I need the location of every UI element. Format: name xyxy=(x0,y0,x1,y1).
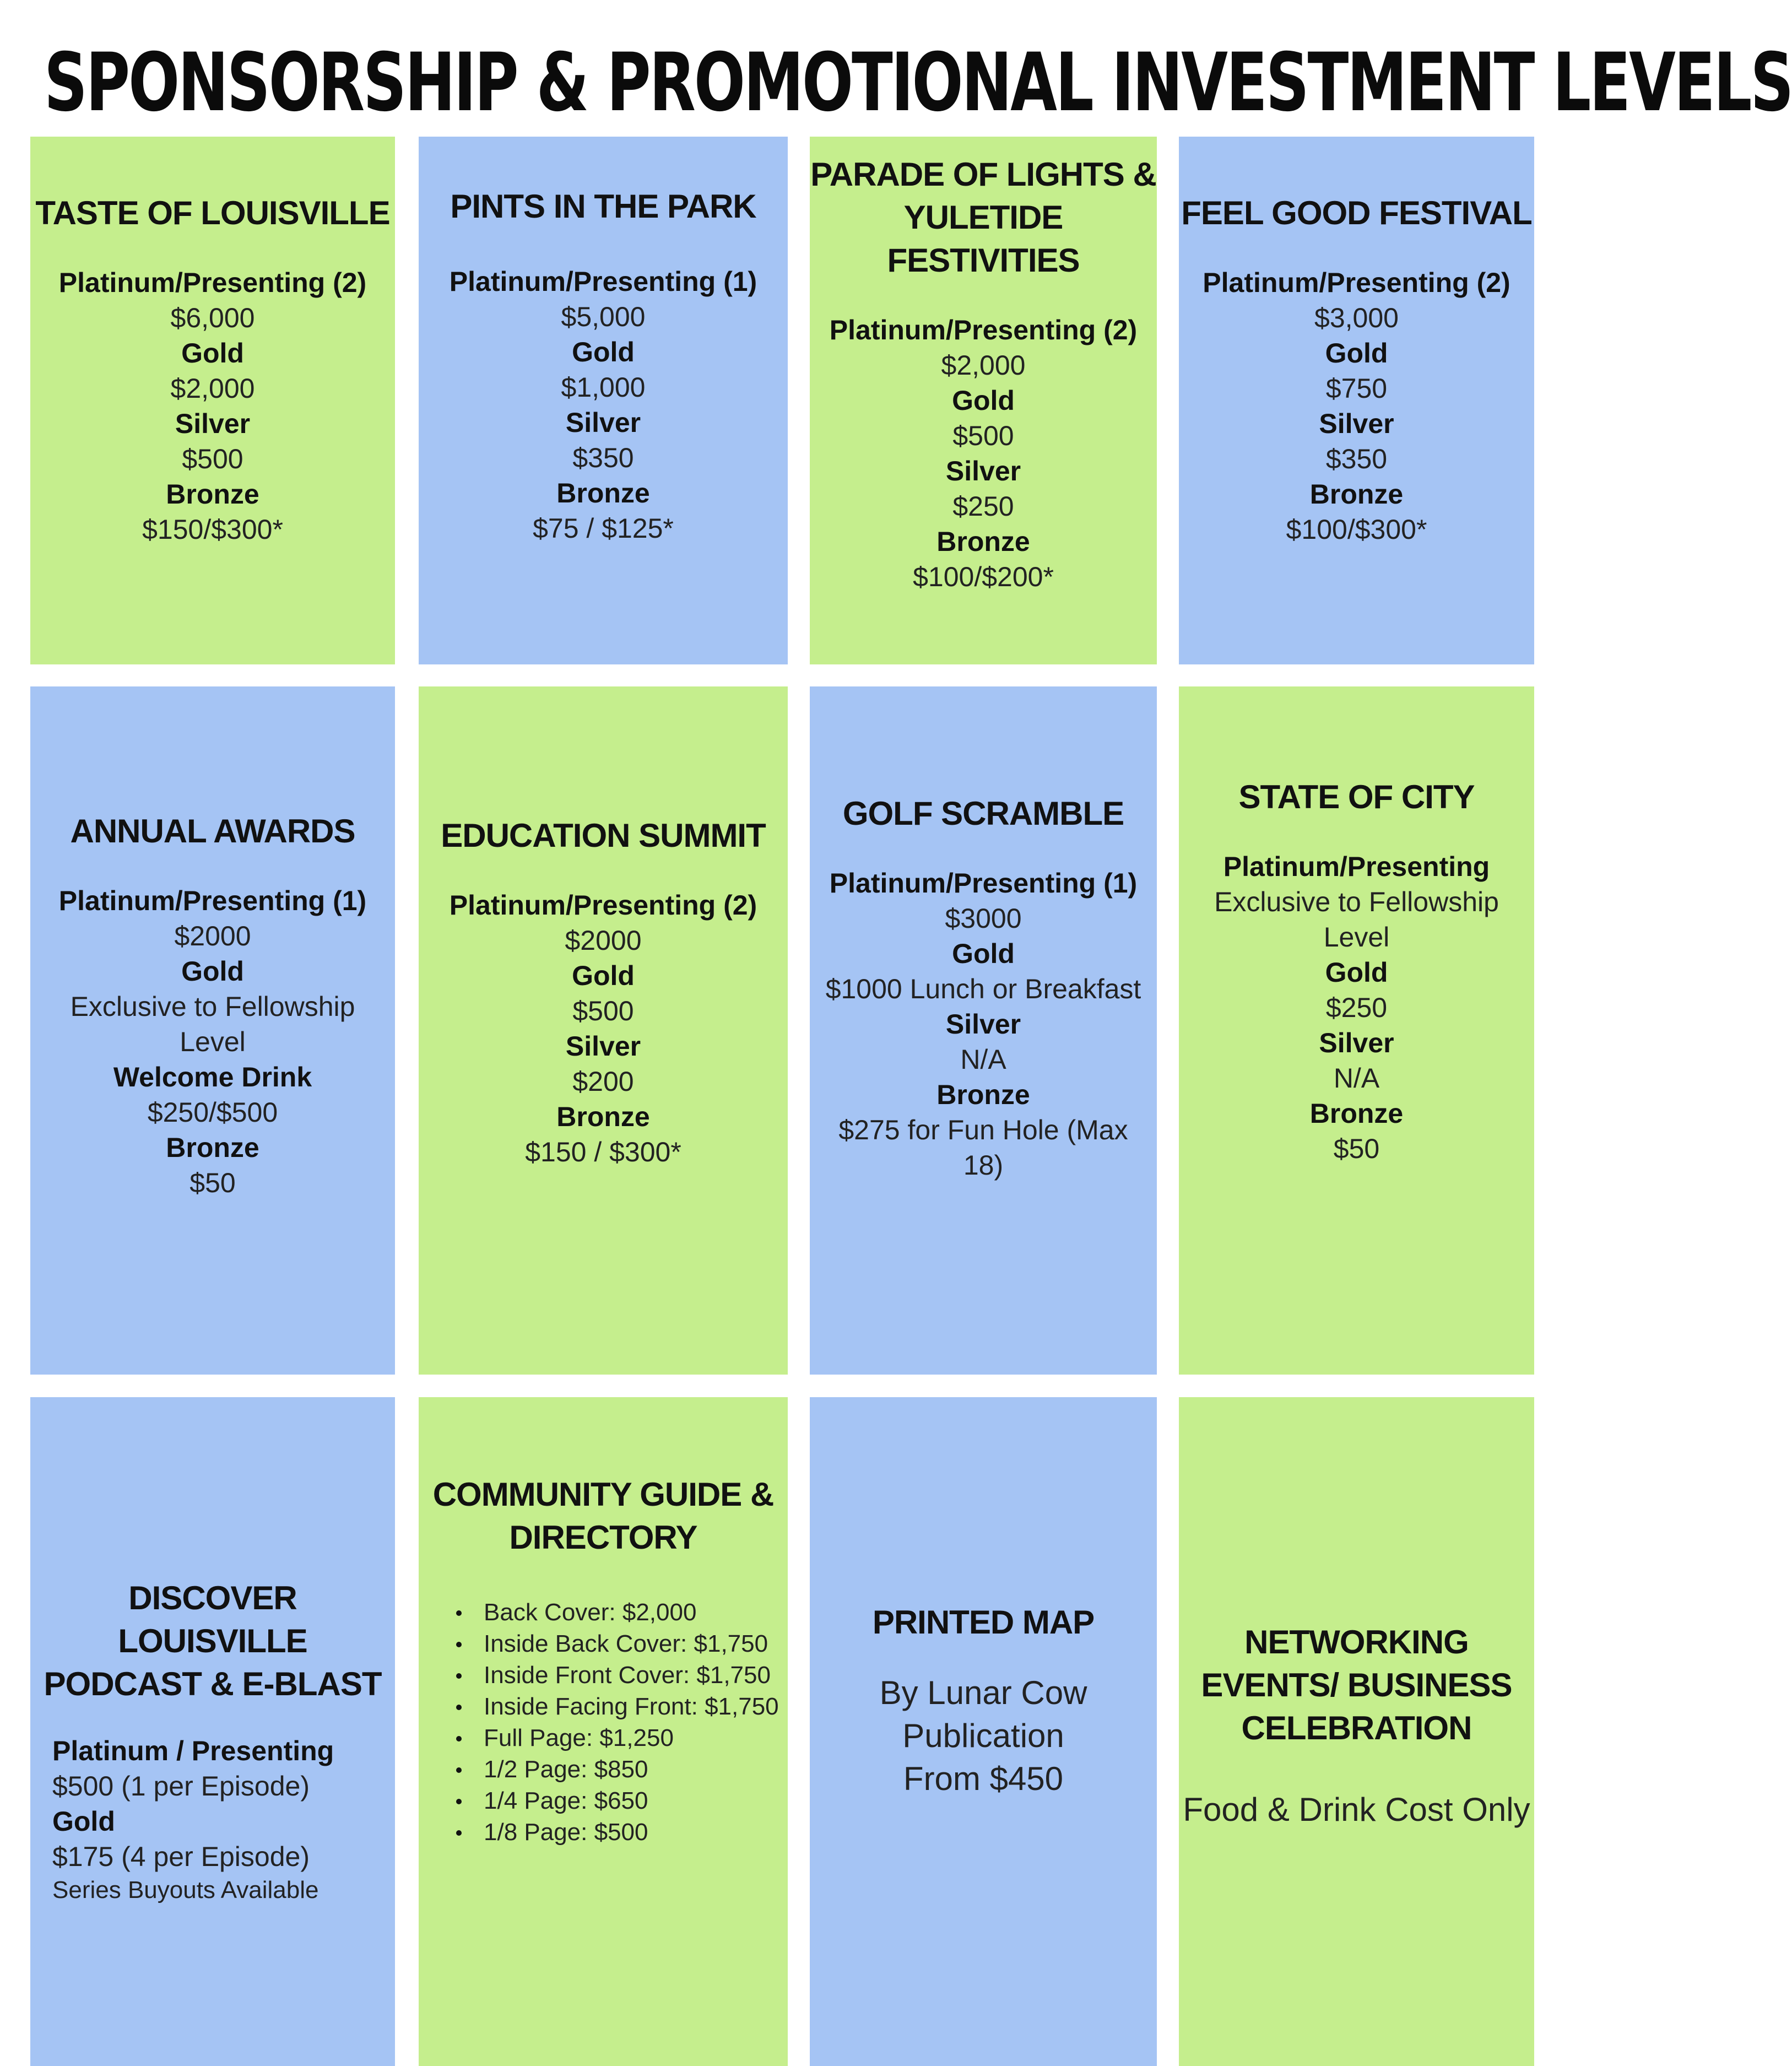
card-networking-events xyxy=(1179,1397,1534,2066)
tier-price: $500 xyxy=(572,996,634,1026)
list-item: Inside Back Cover: $1,750 xyxy=(452,1628,788,1659)
card-printed-map xyxy=(810,1397,1157,2066)
tier-price: $150 / $300* xyxy=(525,1137,681,1167)
card-community-guide xyxy=(419,1397,788,2066)
tier-label: Gold xyxy=(52,1806,115,1837)
card-title-line: NETWORKING xyxy=(1244,1624,1469,1661)
tier-price: $250/$500 xyxy=(147,1097,278,1128)
tier-price: $100/$200* xyxy=(913,561,1054,592)
tier-label: Gold xyxy=(181,338,244,369)
list-item: Inside Facing Front: $1,750 xyxy=(452,1691,788,1722)
tier-label: Bronze xyxy=(556,1101,650,1132)
tier-price: $75 / $125* xyxy=(533,513,674,544)
tier-label: Platinum/Presenting (1) xyxy=(58,885,367,916)
card-title: PINTS IN THE PARK xyxy=(450,188,756,225)
tier-label: Silver xyxy=(945,1009,1021,1040)
card-pints-in-the-park xyxy=(419,137,788,664)
tier-label: Bronze xyxy=(556,478,650,509)
tier-label: Platinum/Presenting (1) xyxy=(829,868,1138,899)
tier-price: Level xyxy=(1323,922,1390,953)
card-title-line: PODCAST & E-BLAST xyxy=(44,1665,382,1702)
tier-label: Gold xyxy=(572,960,635,991)
tier-price: 18) xyxy=(963,1150,1004,1181)
tier-label: Gold xyxy=(181,956,244,987)
card-title-line: YULETIDE xyxy=(903,199,1063,236)
tier-price: $350 xyxy=(572,442,634,473)
tier-price: Exclusive to Fellowship xyxy=(70,991,355,1022)
tier-price: $250 xyxy=(952,491,1014,522)
tier-price: $6,000 xyxy=(170,302,255,333)
tier-label: Platinum/Presenting xyxy=(1223,851,1490,882)
tier-price: $50 xyxy=(1333,1133,1380,1164)
card-title: GOLF SCRAMBLE xyxy=(842,795,1124,832)
card-title-line: DISCOVER LOUISVILLE xyxy=(118,1580,307,1659)
tier-label: Bronze xyxy=(936,1079,1030,1110)
page-title: SPONSORSHIP & PROMOTIONAL INVESTMENT LEVELS xyxy=(44,36,1792,129)
tier-label: Silver xyxy=(1319,408,1394,439)
tier-price: $100/$300* xyxy=(1286,514,1427,545)
tier-label: Bronze xyxy=(936,526,1030,557)
list-item: Inside Front Cover: $1,750 xyxy=(452,1659,788,1691)
tier-label: Bronze xyxy=(166,479,259,510)
list-item: 1/2 Page: $850 xyxy=(452,1754,788,1785)
tier-price: $150/$300* xyxy=(142,514,283,545)
tier-price: $750 xyxy=(1325,373,1388,404)
map-line: From $450 xyxy=(903,1760,1064,1797)
tier-price: $275 for Fun Hole (Max xyxy=(838,1115,1128,1145)
card-title-line: FESTIVITIES xyxy=(887,242,1080,279)
tier-label: Silver xyxy=(945,456,1021,486)
series-buyout-note: Series Buyouts Available xyxy=(52,1876,319,1903)
card-taste-of-louisville xyxy=(30,137,395,664)
tier-price: $200 xyxy=(572,1066,634,1097)
list-item: Back Cover: $2,000 xyxy=(452,1597,788,1628)
tier-price: N/A xyxy=(1333,1063,1380,1094)
tier-label: Silver xyxy=(565,407,641,438)
tier-price: $3000 xyxy=(945,903,1022,934)
tier-label: Bronze xyxy=(1309,479,1404,510)
tier-price: $50 xyxy=(190,1167,236,1198)
tier-label: Gold xyxy=(1325,338,1388,369)
tier-price: $2,000 xyxy=(941,350,1026,381)
list-item: Full Page: $1,250 xyxy=(452,1722,788,1754)
card-title: EDUCATION SUMMIT xyxy=(441,817,766,854)
card-title: PRINTED MAP xyxy=(872,1604,1095,1641)
tier-price: $1000 Lunch or Breakfast xyxy=(825,973,1141,1004)
map-line: Publication xyxy=(902,1717,1064,1754)
card-title-line: DIRECTORY xyxy=(509,1519,697,1556)
list-item: 1/4 Page: $650 xyxy=(452,1785,788,1816)
tier-label: Platinum/Presenting (2) xyxy=(58,267,367,298)
card-annual-awards xyxy=(30,686,395,1375)
tier-label: Bronze xyxy=(166,1132,259,1163)
card-title: ANNUAL AWARDS xyxy=(70,813,355,850)
card-education-summit xyxy=(419,686,788,1375)
ad-pricing-list xyxy=(419,1597,788,1848)
tier-label: Platinum/Presenting (2) xyxy=(1203,267,1511,298)
tier-price: $2,000 xyxy=(170,373,255,404)
card-title-line: CELEBRATION xyxy=(1241,1710,1472,1746)
tier-price: Level xyxy=(180,1026,246,1057)
card-state-of-city xyxy=(1179,686,1534,1375)
tier-label: Silver xyxy=(565,1031,641,1062)
list-item: 1/8 Page: $500 xyxy=(452,1816,788,1848)
card-discover-louisville-podcast xyxy=(30,1397,395,2066)
tier-label: Silver xyxy=(175,408,251,439)
tier-label: Gold xyxy=(952,938,1015,969)
tier-label: Welcome Drink xyxy=(113,1062,312,1093)
tier-price: $250 xyxy=(1325,992,1388,1023)
tier-label: Gold xyxy=(572,337,635,367)
tier-price: $2000 xyxy=(174,921,251,951)
tier-label: Platinum / Presenting xyxy=(52,1735,334,1766)
tier-price: $175 (4 per Episode) xyxy=(52,1841,310,1872)
card-golf-scramble xyxy=(810,686,1157,1375)
tier-price: $2000 xyxy=(565,925,642,956)
tier-label: Gold xyxy=(1325,957,1388,988)
tier-price: $350 xyxy=(1325,444,1388,474)
card-title-line: EVENTS/ BUSINESS xyxy=(1201,1667,1512,1703)
tier-price: $3,000 xyxy=(1314,302,1399,333)
map-line: By Lunar Cow xyxy=(879,1674,1087,1711)
tier-label: Platinum/Presenting (2) xyxy=(449,890,757,921)
tier-label: Gold xyxy=(952,385,1015,416)
card-title: FEEL GOOD FESTIVAL xyxy=(1181,194,1532,231)
tier-price: N/A xyxy=(960,1044,1006,1075)
tier-price: $500 xyxy=(952,420,1014,451)
tier-price: Exclusive to Fellowship xyxy=(1214,886,1499,917)
card-title-line: PARADE OF LIGHTS & xyxy=(810,156,1156,193)
tier-label: Silver xyxy=(1319,1027,1394,1058)
card-title: TASTE OF LOUISVILLE xyxy=(35,194,390,231)
tier-price: $500 xyxy=(182,444,243,474)
cost-note: Food & Drink Cost Only xyxy=(1183,1791,1530,1828)
tier-price: $5,000 xyxy=(561,301,646,332)
card-title: STATE OF CITY xyxy=(1238,778,1475,815)
tier-price: $500 (1 per Episode) xyxy=(52,1771,310,1802)
tier-label: Bronze xyxy=(1309,1098,1404,1129)
tier-label: Platinum/Presenting (2) xyxy=(829,315,1138,345)
card-parade-of-lights xyxy=(810,137,1157,664)
tier-label: Platinum/Presenting (1) xyxy=(449,266,757,297)
card-feel-good-festival xyxy=(1179,137,1534,664)
card-title-line: COMMUNITY GUIDE & xyxy=(432,1476,774,1513)
tier-price: $1,000 xyxy=(561,372,646,403)
